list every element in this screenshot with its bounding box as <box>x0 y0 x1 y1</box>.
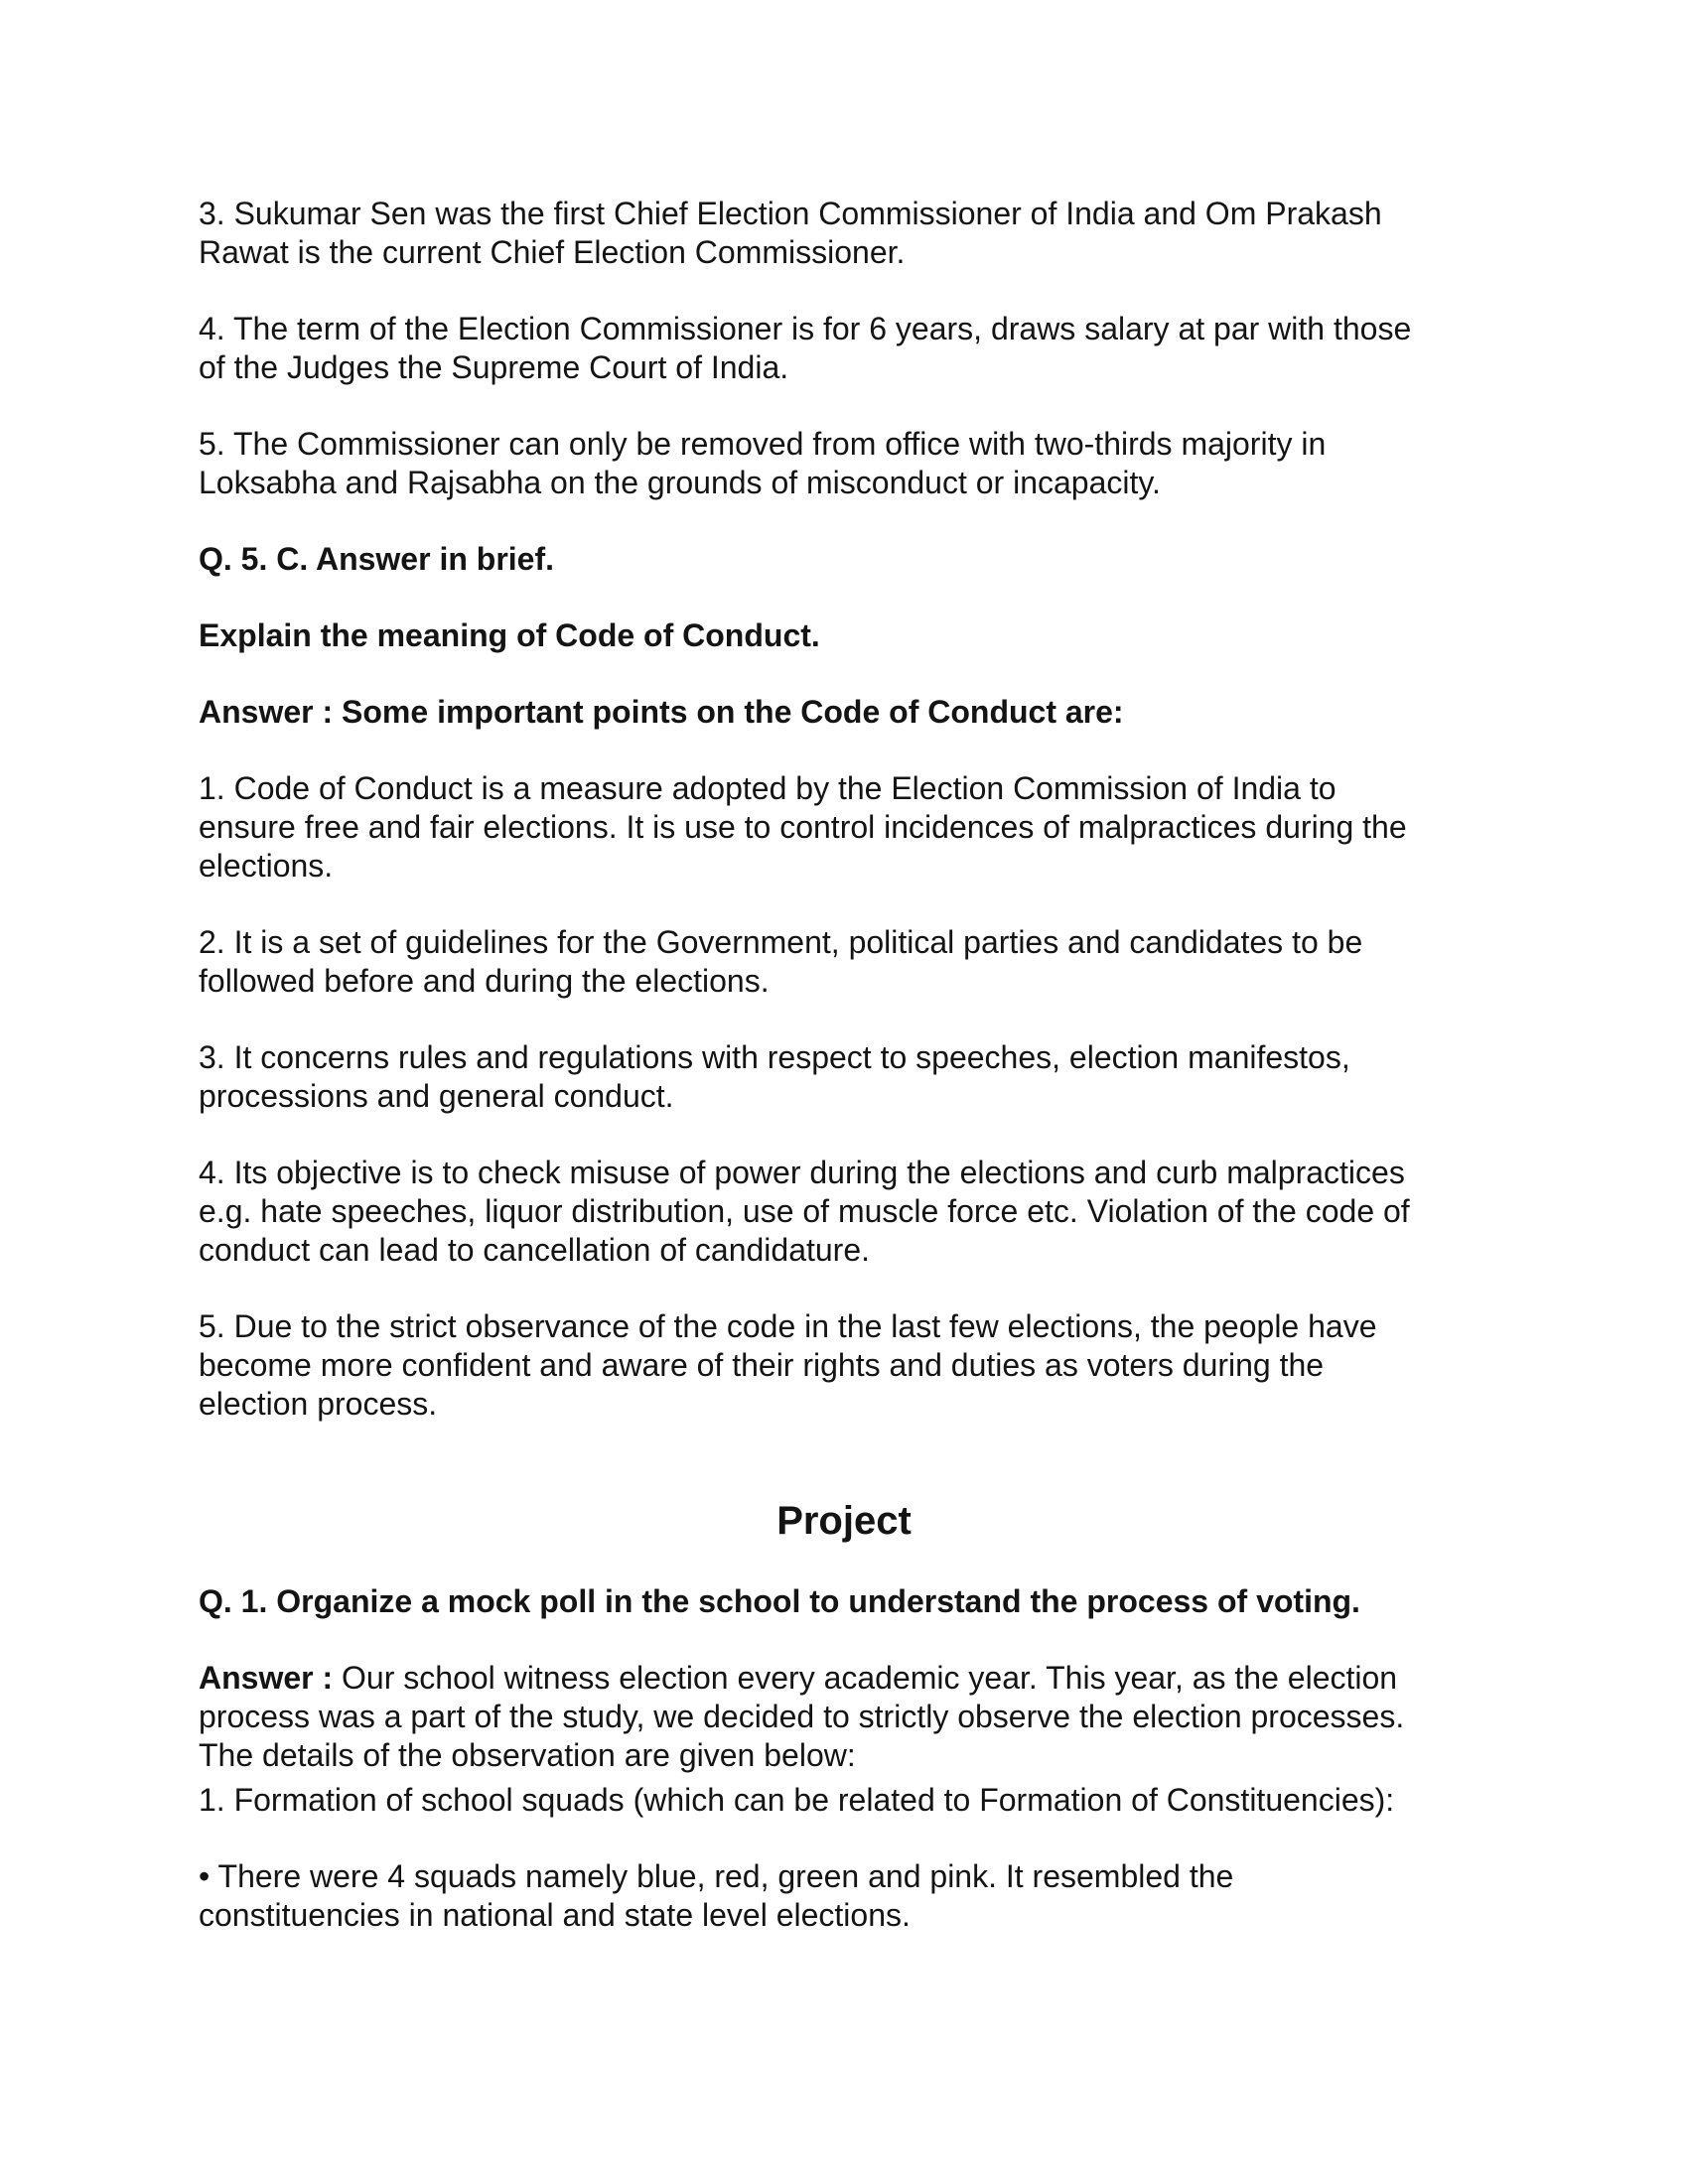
answer-label: Answer : <box>199 1660 334 1696</box>
bullet-item <box>199 1857 1489 1935</box>
text-line: conduct can lead to cancellation of candidature. <box>199 1232 871 1268</box>
text-line: 3. Sukumar Sen was the first Chief Election Commissioner of India and Om Prakash <box>199 196 1382 231</box>
text-line: Rawat is the current Chief Election Commissioner. <box>199 234 906 270</box>
text-line: 1. Formation of school squads (which can be related to Formation of Constituencies): <box>199 1782 1395 1818</box>
text-line: 4. Its objective is to check misuse of power during the elections and curb malpractices <box>199 1155 1405 1190</box>
commission-point-4 <box>199 310 1489 387</box>
text-line: followed before and during the elections. <box>199 963 770 999</box>
question-heading <box>199 540 1489 579</box>
text-line: The details of the observation are given below: <box>199 1737 856 1773</box>
text-line: constituencies in national and state level elections. <box>199 1897 911 1933</box>
code-point-1 <box>199 769 1489 886</box>
question-text <box>199 616 1489 655</box>
project-answer <box>199 1659 1489 1820</box>
text-line: become more confident and aware of their rights and duties as voters during the <box>199 1347 1325 1383</box>
code-point-3 <box>199 1038 1489 1116</box>
text-line: e.g. hate speeches, liquor distribution, use of muscle force etc. Violation of the code of <box>199 1193 1410 1229</box>
text-line: Answer : Some important points on the Code of Conduct are: <box>199 694 1124 730</box>
text-line: ensure free and fair elections. It is use to control incidences of malpractices during the <box>199 809 1407 845</box>
text-line: process was a part of the study, we decided to strictly observe the election processes. <box>199 1699 1405 1734</box>
text-line: 3. It concerns rules and regulations with respect to speeches, election manifestos, <box>199 1039 1350 1075</box>
section-title: Project <box>776 1499 912 1543</box>
text-line: Explain the meaning of Code of Conduct. <box>199 617 820 653</box>
text-line: 5. The Commissioner can only be removed from office with two-thirds majority in <box>199 426 1327 462</box>
answer-text: Our school witness election every academic year. This year, as the election <box>333 1660 1398 1696</box>
text-line: processions and general conduct. <box>199 1078 674 1114</box>
text-line: Q. 5. C. Answer in brief. <box>199 541 554 577</box>
text-line: • There were 4 squads namely blue, red, green and pink. It resembled the <box>199 1858 1234 1894</box>
text-line: Loksabha and Rajsabha on the grounds of misconduct or incapacity. <box>199 465 1161 500</box>
text-line: Q. 1. Organize a mock poll in the school to understand the process of voting. <box>199 1583 1360 1619</box>
text-line: 2. It is a set of guidelines for the Government, political parties and candidates to be <box>199 924 1363 960</box>
answer-intro <box>199 693 1489 732</box>
code-point-5 <box>199 1307 1489 1424</box>
text-line: 5. Due to the strict observance of the code in the last few elections, the people have <box>199 1308 1377 1344</box>
text-line <box>199 1659 1489 1698</box>
code-point-4 <box>199 1154 1489 1270</box>
text-line: 4. The term of the Election Commissioner is for 6 years, draws salary at par with those <box>199 311 1412 346</box>
commission-point-5 <box>199 425 1489 502</box>
text-line: of the Judges the Supreme Court of India. <box>199 349 789 385</box>
commission-point-3 <box>199 195 1489 272</box>
text-line: 1. Code of Conduct is a measure adopted by the Election Commission of India to <box>199 770 1336 806</box>
document-page <box>199 195 1489 1973</box>
text-line: election process. <box>199 1386 438 1422</box>
text-line: elections. <box>199 848 334 884</box>
code-point-2 <box>199 923 1489 1001</box>
project-question <box>199 1582 1489 1621</box>
